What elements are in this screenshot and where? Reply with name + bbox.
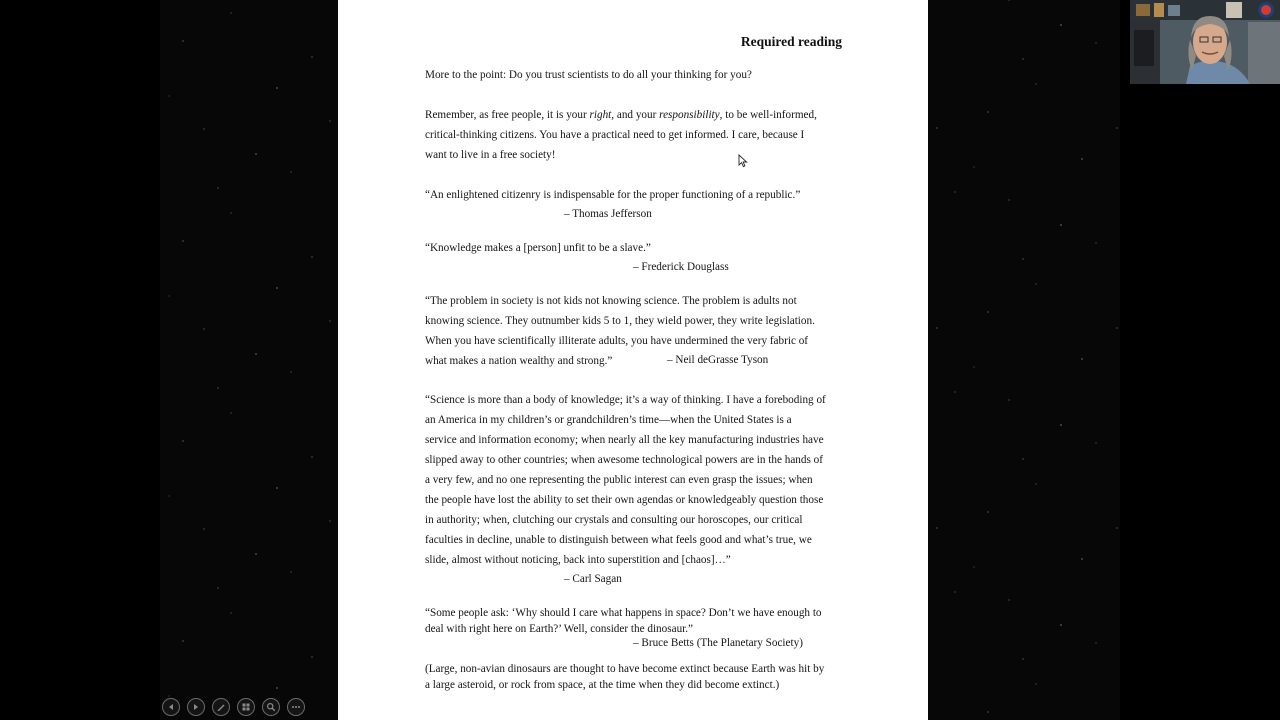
slides-grid-icon <box>241 702 251 712</box>
quote-douglass: “Knowledge makes a [person] unfit to be a slave.” <box>425 242 651 254</box>
author-sagan: – Carl Sagan <box>564 573 622 585</box>
next-slide-button[interactable] <box>187 698 205 716</box>
author-tyson: – Neil deGrasse Tyson <box>667 354 769 366</box>
quote-sagan: “Science is more than a body of knowledge; it’s a way of thinking. I have a foreboding of an America in my children’s or grandchildren’s time—when the United States is a service and information economy; when nearly all the key manufacturing industries have slipped away to other countries; when awesome technological powers are in the hands of a very few, and no one representing the public interest can even grasp the issues; when the people have lost the ability to set their own agendas or knowledgeably question those in authority; when, clutching our crystals and consulting our horoscopes, our critical faculties in decline, unable to distinguish between what feels good and what’s true, we slide, almost without noticing, back into superstition and [chaos]…” <box>425 394 826 566</box>
slide-page <box>338 0 928 720</box>
more-options-button[interactable] <box>287 698 305 716</box>
webcam-overlay <box>1130 0 1280 84</box>
starfield-background-right <box>928 0 1120 720</box>
remember-paragraph: Remember, as free people, it is your right, and your responsibility, to be well-informed, critical-thinking citizens. You have a practical need to get informed. I care, because I want to live in a free society! <box>425 109 817 161</box>
next-slide-icon <box>191 702 201 712</box>
mouse-cursor-icon <box>738 154 748 168</box>
quote-jefferson: “An enlightened citizenry is indispensable for the proper functioning of a republic.” <box>425 189 801 201</box>
letterbox-right <box>1120 0 1280 720</box>
previous-slide-button[interactable] <box>162 698 180 716</box>
author-jefferson: – Thomas Jefferson <box>564 208 652 220</box>
pen-icon <box>216 702 226 712</box>
presenter-video-feed <box>1130 0 1280 84</box>
zoom-icon <box>266 702 276 712</box>
see-all-slides-button[interactable] <box>237 698 255 716</box>
letterbox-left <box>0 0 160 720</box>
author-douglass: – Frederick Douglass <box>633 261 729 273</box>
emphasis-right: right, <box>589 109 615 121</box>
more-options-icon <box>291 702 301 712</box>
slide-heading: Required reading <box>740 34 842 49</box>
quote-betts: “Some people ask: ‘Why should I care what happens in space? Don’t we have enough to deal with right here on Earth?’ Well, consider the dinosaur.” <box>425 607 822 635</box>
emphasis-responsibility: responsibility <box>659 109 720 121</box>
quote-tyson: “The problem in society is not kids not knowing science. The problem is adults not knowing science. They outnumber kids 5 to 1, they wield power, they write legislation. When you have scientifically illiterate adults, you have undermined the very fabric of what makes a nation wealthy and strong.” <box>425 295 815 367</box>
dinosaur-footnote: (Large, non-avian dinosaurs are thought to have become extinct because Earth was hit by a large asteroid, or rock from space, at the time when they did become extinct.) <box>425 663 825 691</box>
intro-text: More to the point: Do you trust scientists to do all your thinking for you? <box>425 69 752 81</box>
previous-slide-icon <box>166 702 176 712</box>
starfield-background-left <box>160 0 338 720</box>
zoom-button[interactable] <box>262 698 280 716</box>
author-betts: – Bruce Betts (The Planetary Society) <box>633 637 803 649</box>
slideshow-toolbar <box>162 698 305 716</box>
pen-tool-button[interactable] <box>212 698 230 716</box>
